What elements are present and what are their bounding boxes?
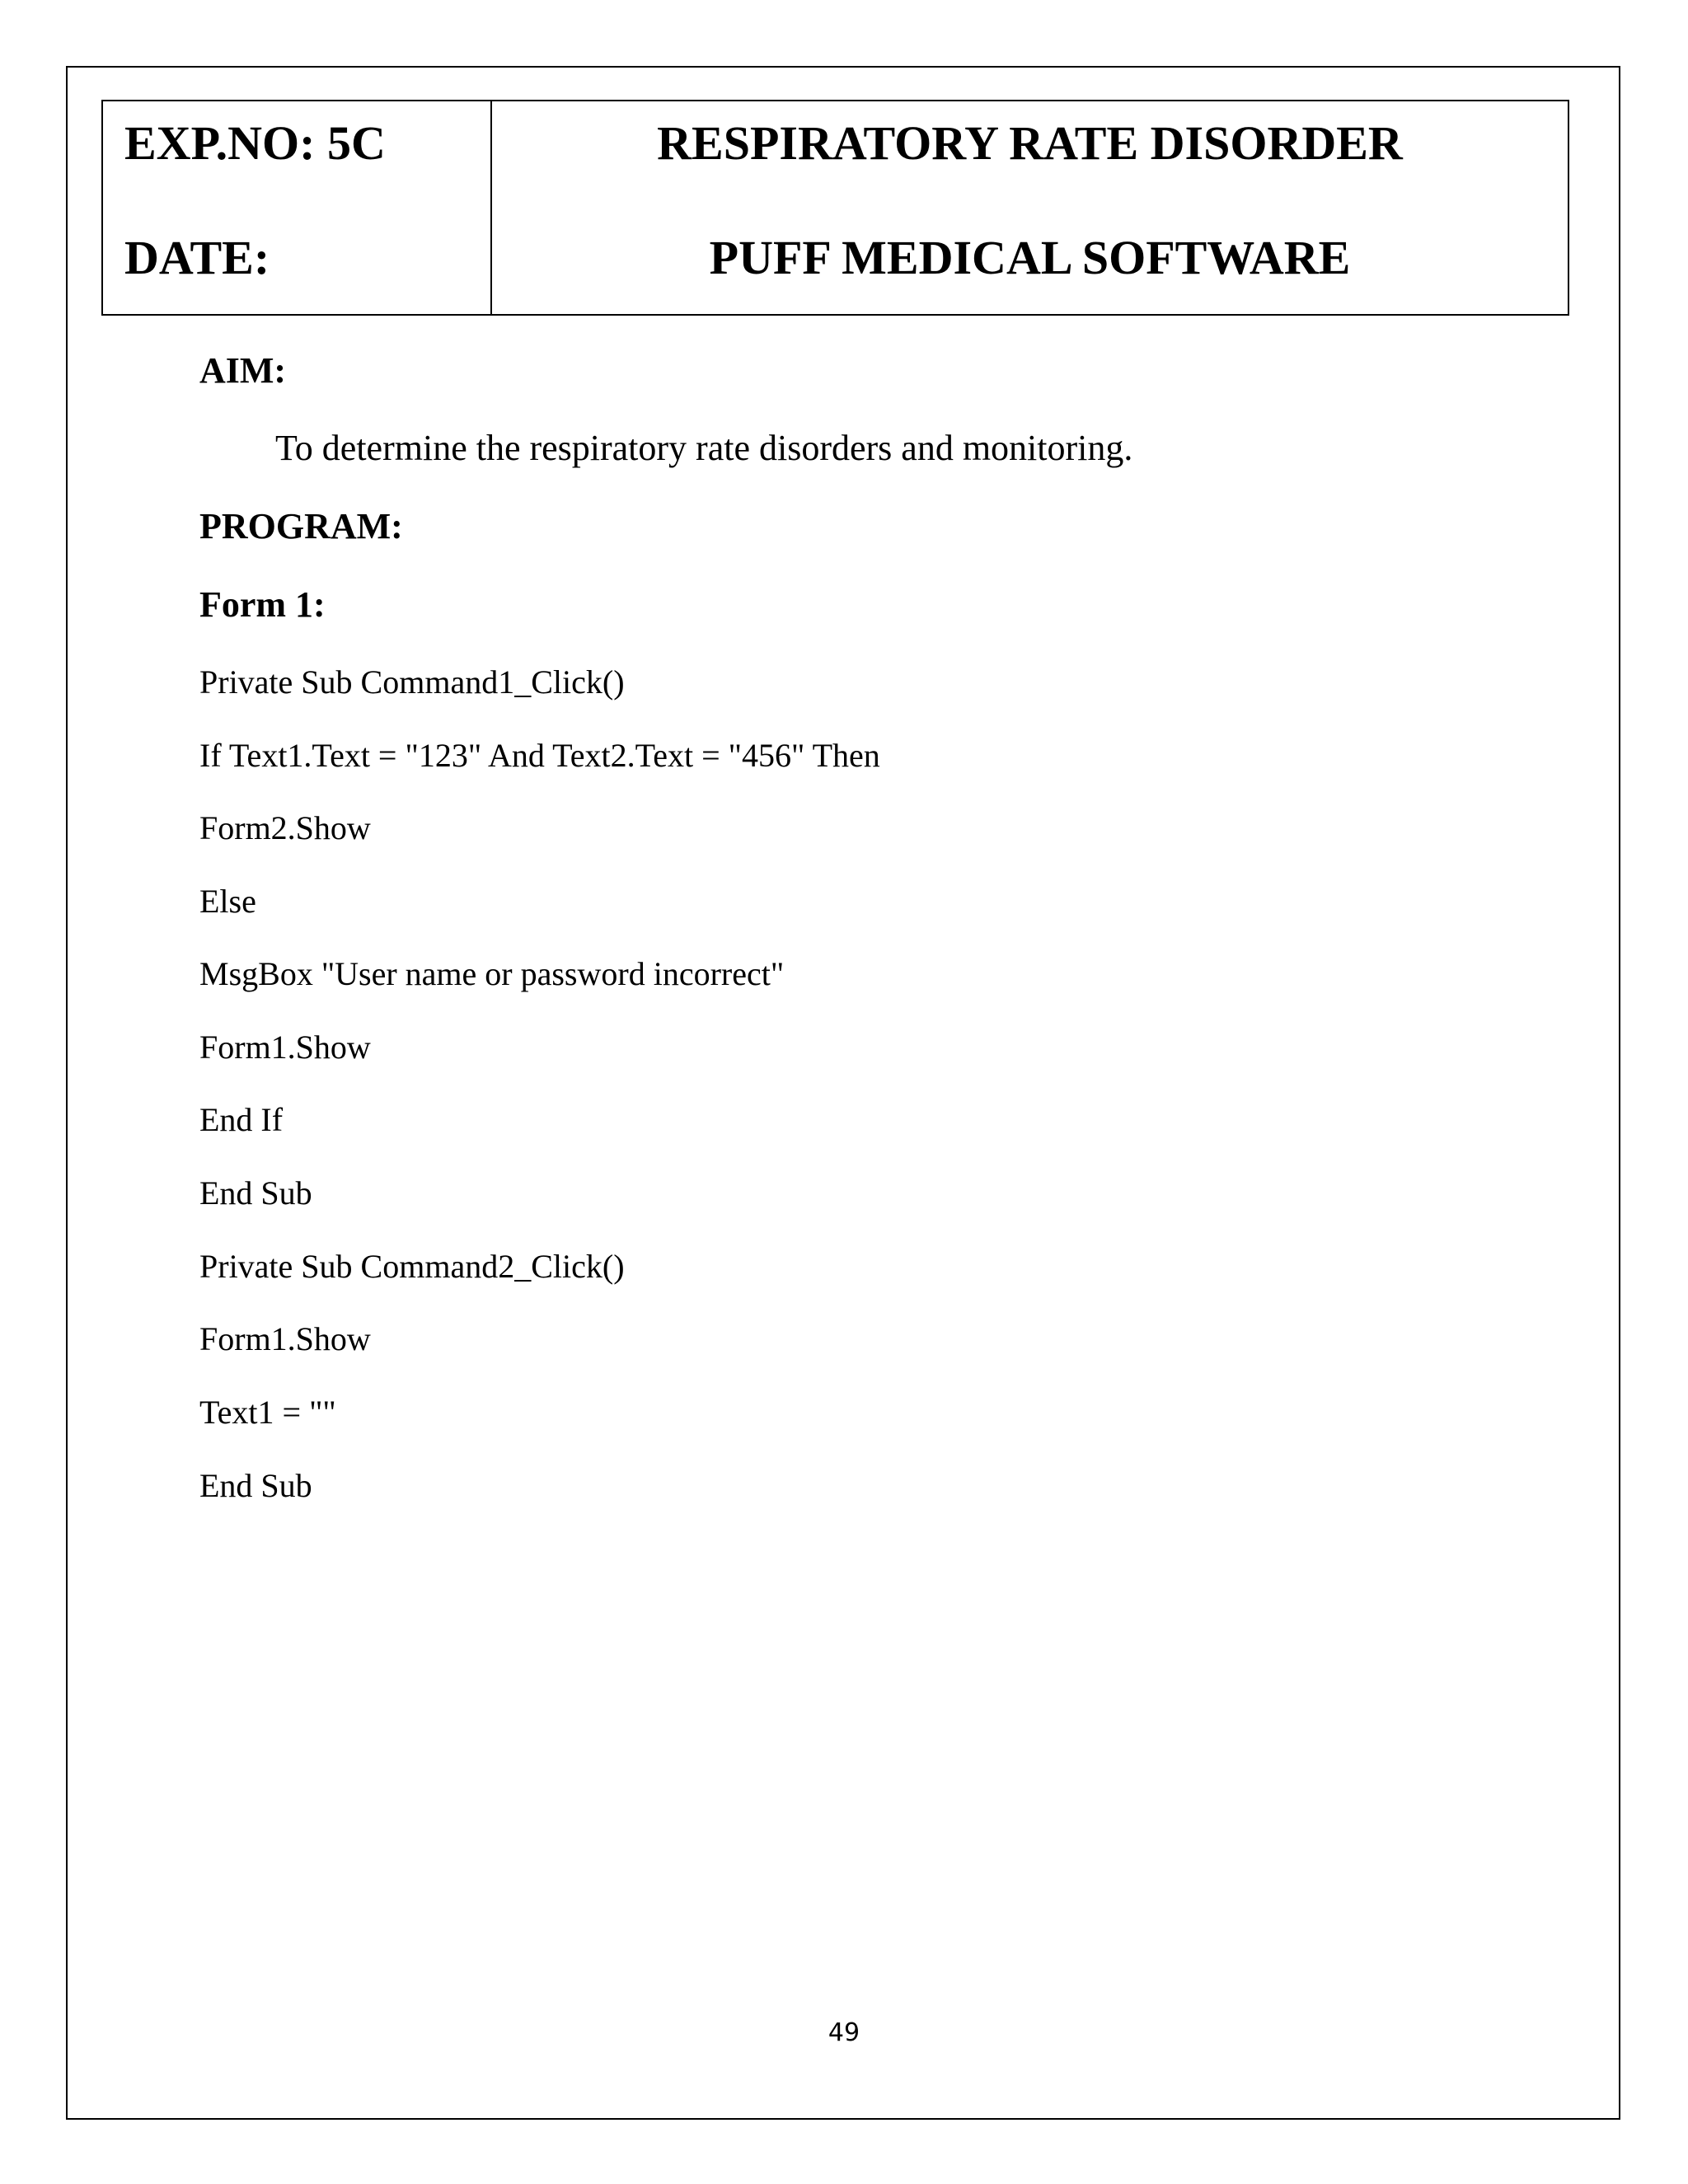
experiment-number: EXP.NO: 5C — [124, 116, 386, 170]
document-title-line1: RESPIRATORY RATE DISORDER — [657, 116, 1403, 170]
code-line: End Sub — [199, 1174, 312, 1212]
form-heading: Form 1: — [199, 584, 326, 625]
code-line: Private Sub Command1_Click() — [199, 663, 625, 701]
code-line: End Sub — [199, 1467, 312, 1504]
code-line: Form1.Show — [199, 1320, 371, 1357]
code-line: Form1.Show — [199, 1029, 371, 1066]
code-line: MsgBox "User name or password incorrect" — [199, 955, 785, 992]
code-line: Form2.Show — [199, 809, 371, 846]
aim-heading: AIM: — [199, 350, 287, 391]
date-label: DATE: — [124, 231, 270, 284]
code-line: End If — [199, 1101, 284, 1138]
header-table — [101, 100, 1569, 316]
aim-text: To determine the respiratory rate disorders and monitoring. — [275, 428, 1133, 468]
code-line: Private Sub Command2_Click() — [199, 1248, 625, 1285]
page-number: 49 — [828, 2018, 860, 2047]
program-heading: PROGRAM: — [199, 506, 403, 546]
page-border — [66, 66, 1620, 2120]
header-right-cell — [492, 101, 1568, 314]
document-title-line2: PUFF MEDICAL SOFTWARE — [709, 231, 1351, 284]
code-line: Text1 = "" — [199, 1394, 336, 1431]
header-left-cell — [103, 101, 492, 314]
code-line: If Text1.Text = "123" And Text2.Text = "456" Then — [199, 737, 880, 774]
code-line: Else — [199, 883, 256, 920]
